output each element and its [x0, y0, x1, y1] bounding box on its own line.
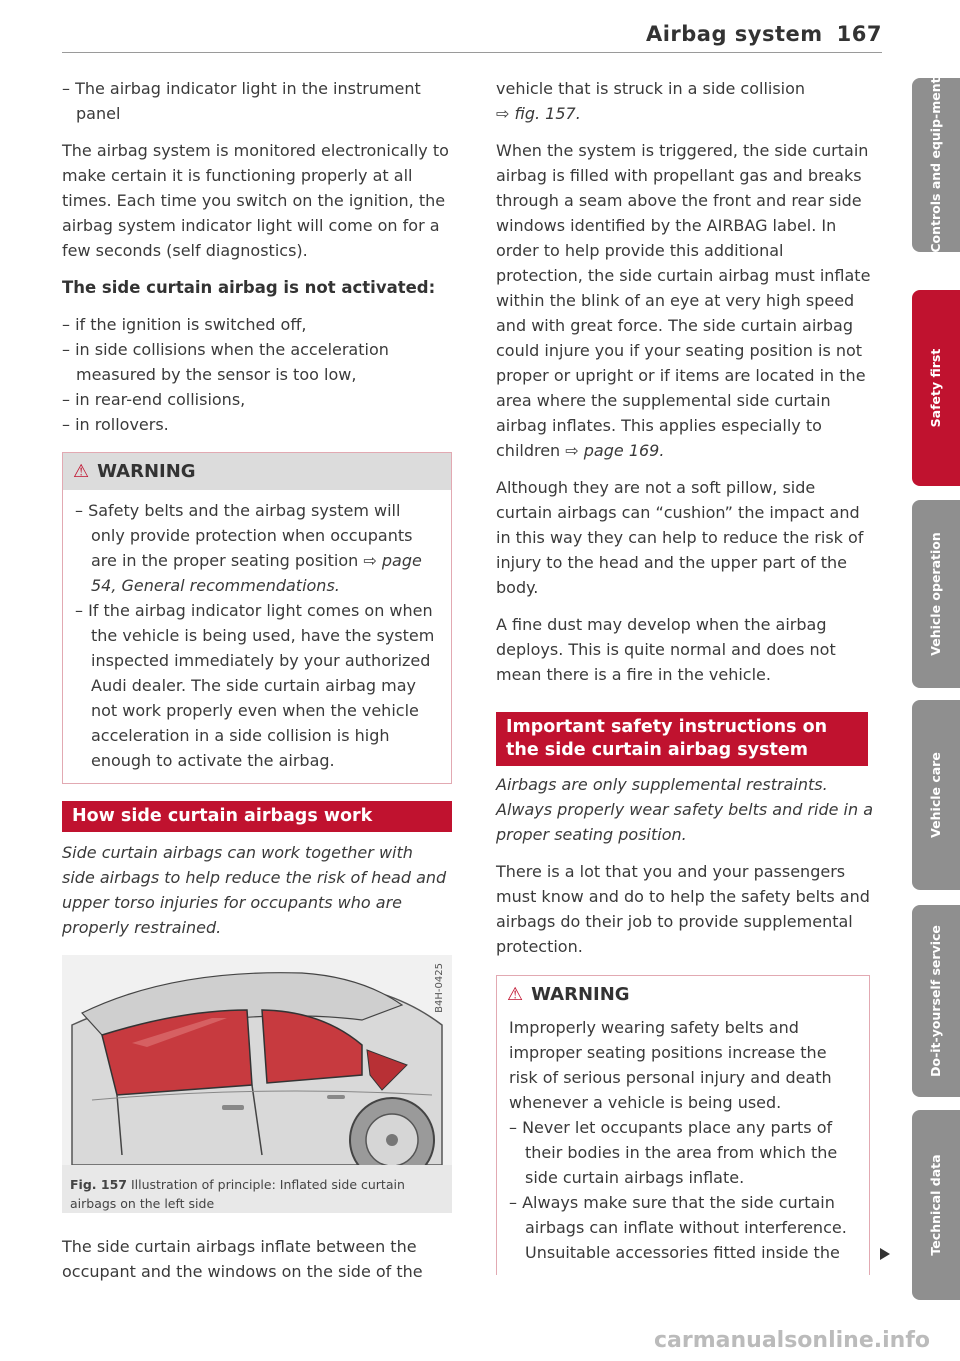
section-heading: How side curtain airbags work [62, 801, 452, 832]
paragraph: A fine dust may develop when the airbag deploys. This is quite normal and does not mean there is a fire in the vehicle. [496, 615, 836, 684]
page-header [646, 22, 882, 46]
right-column [496, 76, 874, 699]
paragraph-text: When the system is triggered, the side curtain airbag is filled with propellant gas and breaks through a seam above the front and rear side windows identified by the AIRBAG label. In order to help provide this additional protection, the side curtain airbag must inflate within the blink of an eye at very high speed and with great force. The side curtain airbag could injure you if your seating position is not proper or upright or if items are located in the area where the supplemental side curtain airbag inflates. This applies especially to children [496, 141, 871, 460]
tab-label: Technical data [928, 1154, 943, 1256]
page-number: 167 [836, 22, 882, 46]
list-item: – in side collisions when the acceleration measured by the sensor is too low, [62, 340, 389, 384]
header-rule [62, 52, 882, 53]
tab-label: Vehicle care [928, 752, 943, 838]
section-intro: Airbags are only supplemental restraints. Always properly wear safety belts and ride in a proper seating position. [496, 775, 874, 844]
tab-do-it-yourself[interactable] [912, 905, 960, 1097]
figure-caption-text: Illustration of principle: Inflated side curtain airbags on the left side [70, 1177, 405, 1211]
tab-technical-data[interactable] [912, 1110, 960, 1300]
warning-header [497, 976, 869, 1013]
list-item: – in rollovers. [62, 415, 169, 434]
paragraph: There is a lot that you and your passengers must know and do to help the safety belts and airbags do their job to provide supplemental protection. [496, 862, 870, 956]
warning-item [75, 498, 439, 598]
page-reference-link[interactable]: ⇨ page 54, General recommendations. [91, 551, 422, 595]
warning-title: WARNING [97, 461, 196, 482]
tab-label: Do-it-yourself service [928, 925, 943, 1077]
section-title: Airbag system [645, 22, 823, 46]
figure [62, 955, 452, 1213]
right-column-lower [496, 772, 874, 971]
warning-item: – Always make sure that the side curtain airbags can inflate without interference. Unsuitable accessories fitted inside the [509, 1193, 847, 1262]
warning-triangle-icon: ⚠ [507, 984, 524, 1005]
tab-vehicle-care[interactable] [912, 700, 960, 890]
warning-header [63, 453, 451, 490]
warning-item: – If the airbag indicator light comes on when the vehicle is being used, have the system inspected immediately by your authorized Audi dealer. The side curtain airbag may not work properly even when the vehicle acceleration in a side collision is high enough to activate the airbag. [75, 601, 435, 770]
list-item: – in rear-end collisions, [62, 390, 246, 409]
paragraph-text: vehicle that is struck in a side collision [496, 79, 806, 98]
figure-label: Fig. 157 [70, 1177, 127, 1192]
section-intro: Side curtain airbags can work together with side airbags to help reduce the risk of head and upper torso injuries for occupants who are properly restrained. [62, 843, 447, 937]
warning-item: – Never let occupants place any parts of their bodies in the area from which the side curtain airbags inflate. [509, 1118, 838, 1187]
paragraph [496, 138, 874, 463]
paragraph [496, 76, 874, 126]
tab-label: Safety first [928, 348, 943, 428]
tab-vehicle-operation[interactable] [912, 500, 960, 688]
warning-box [496, 975, 870, 1275]
page-reference-link[interactable]: ⇨ page 169. [565, 441, 665, 460]
tab-controls[interactable] [912, 78, 960, 252]
figure-caption [62, 1169, 452, 1219]
watermark: carmanualsonline.info [654, 1328, 930, 1353]
paragraph: The airbag system is monitored electronically to make certain it is functioning properly at all times. Each time you switch on the ignition, the airbag system indicator light will come on for a few seconds (self diagnostics). [62, 141, 449, 260]
left-column [62, 76, 452, 437]
car-airbag-illustration [62, 955, 452, 1165]
figure-reference-link[interactable]: ⇨ fig. 157. [496, 104, 581, 123]
paragraph: Although they are not a soft pillow, side curtain airbags can “cushion” the impact and in this way they can help to reduce the risk of injury to the head and the upper part of the body. [496, 478, 864, 597]
continue-arrow-icon [880, 1248, 890, 1260]
figure-code: B4H-0425 [434, 963, 445, 1013]
list-item: – The airbag indicator light in the instrument panel [62, 79, 421, 123]
section-heading: Important safety instructions on the side curtain airbag system [496, 712, 868, 766]
paragraph: The side curtain airbags inflate between the occupant and the windows on the side of the [62, 1237, 423, 1281]
warning-text: – Safety belts and the airbag system will only provide protection when occupants are in the proper seating position [75, 501, 413, 570]
tab-label: Controls and equip-ment [928, 77, 943, 253]
list-item: – if the ignition is switched off, [62, 315, 307, 334]
warning-title: WARNING [531, 984, 630, 1005]
warning-body [63, 490, 451, 783]
subheading: The side curtain airbag is not activated: [62, 278, 436, 297]
warning-box [62, 452, 452, 784]
warning-text: Improperly wearing safety belts and improper seating positions increase the risk of serious personal injury and death whenever a vehicle is being used. [509, 1018, 832, 1112]
warning-triangle-icon: ⚠ [73, 461, 90, 482]
warning-body [497, 1013, 869, 1275]
tab-label: Vehicle operation [928, 532, 943, 656]
tab-safety-first[interactable] [912, 290, 960, 486]
